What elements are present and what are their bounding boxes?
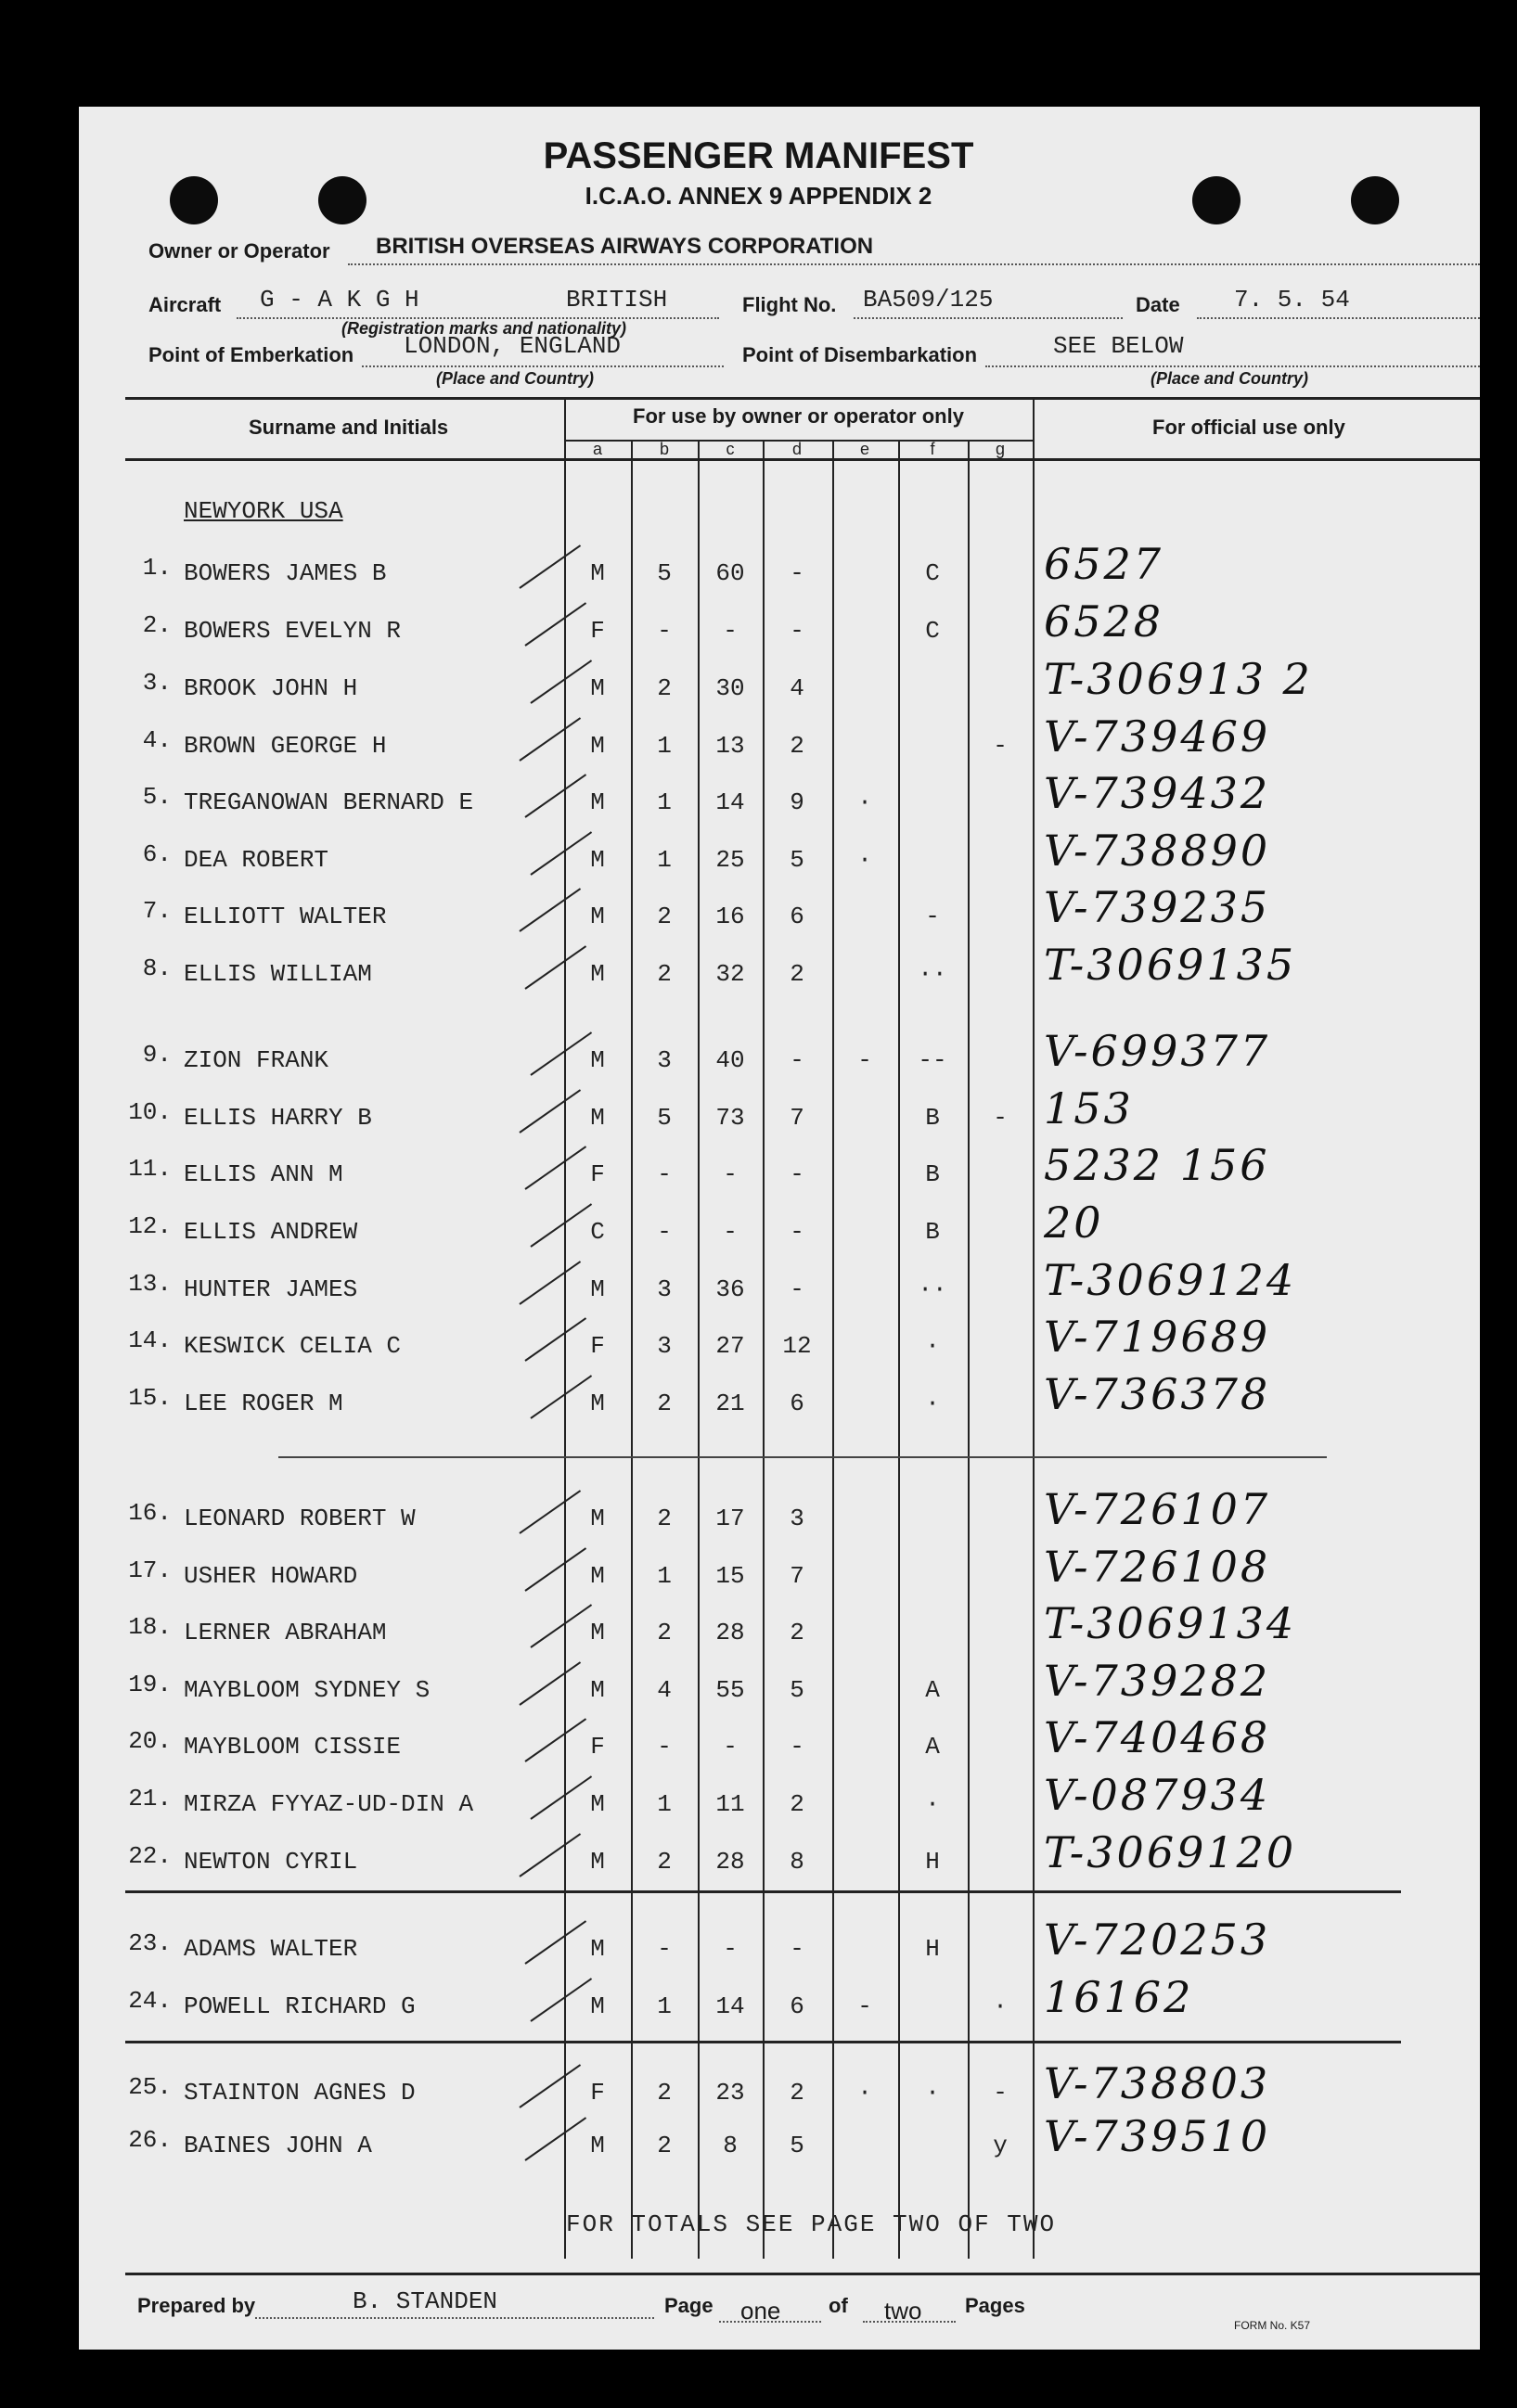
registration-note: (Registration marks and nationality) [341, 319, 627, 338]
flight-dotted-line [854, 317, 1123, 319]
cell-c: 14 [715, 1992, 745, 2020]
disembark-label: Point of Disembarkation [742, 343, 978, 366]
subcol-header-b: b [659, 440, 669, 458]
official-entry: V-739235 [1044, 882, 1271, 932]
prepared-label: Prepared by [137, 2294, 256, 2317]
cell-g: - [993, 1104, 1008, 1132]
cell-e: - [857, 1992, 872, 2020]
cell-f: · [925, 1790, 940, 1818]
row-number: 12. [128, 1212, 172, 1240]
cell-d: - [790, 617, 804, 645]
official-entry: V-739469 [1044, 711, 1271, 762]
cell-g: y [993, 2132, 1008, 2159]
cell-a: M [590, 674, 605, 702]
passenger-name: DEA ROBERT [184, 846, 329, 874]
cell-a: M [590, 1505, 605, 1532]
row-number: 26. [128, 2126, 172, 2154]
official-entry: V-720253 [1044, 1915, 1271, 1965]
cell-d: 2 [790, 2079, 804, 2107]
cell-a: M [590, 732, 605, 760]
cell-a: M [590, 1790, 605, 1818]
owner-label: Owner or Operator [148, 239, 330, 263]
cell-d: 2 [790, 960, 804, 988]
cell-f: C [925, 559, 940, 587]
page-value: one [740, 2297, 781, 2325]
cell-a: F [590, 1733, 605, 1761]
passenger-name: BOWERS EVELYN R [184, 617, 402, 645]
row-number: 15. [128, 1384, 172, 1412]
page-label: Page [664, 2294, 714, 2317]
cell-c: 30 [715, 674, 745, 702]
row-number: 19. [128, 1671, 172, 1698]
passenger-name: STAINTON AGNES D [184, 2079, 416, 2107]
cell-a: F [590, 1160, 605, 1188]
official-entry: 6527 [1044, 539, 1164, 589]
cell-g: - [993, 2079, 1008, 2107]
passenger-name: POWELL RICHARD G [184, 1992, 416, 2020]
cell-a: M [590, 1390, 605, 1417]
subcol-header-f: f [930, 440, 935, 458]
cell-f: -- [918, 1046, 947, 1074]
official-entry: V-738803 [1044, 2058, 1271, 2108]
owner-value: BRITISH OVERSEAS AIRWAYS CORPORATION [376, 234, 874, 259]
cell-f: H [925, 1935, 940, 1963]
passenger-name: ELLIS WILLIAM [184, 960, 372, 988]
cell-b: 5 [657, 559, 672, 587]
cell-c: 27 [715, 1332, 745, 1360]
of-label: of [829, 2294, 848, 2317]
cell-c: 16 [715, 903, 745, 930]
official-entry: V-739432 [1044, 768, 1271, 818]
aircraft-value: G - A K G H [260, 286, 419, 314]
cell-d: 7 [790, 1104, 804, 1132]
cell-c: 14 [715, 788, 745, 816]
row-number: 13. [128, 1270, 172, 1298]
cell-a: M [590, 960, 605, 988]
cell-a: M [590, 788, 605, 816]
cell-c: 32 [715, 960, 745, 988]
cell-c: 23 [715, 2079, 745, 2107]
flight-value: BA509/125 [863, 286, 994, 314]
passenger-name: ELLIS ANN M [184, 1160, 343, 1188]
row-number: 20. [128, 1727, 172, 1755]
row-number: 8. [142, 954, 172, 982]
row-number: 23. [128, 1929, 172, 1957]
cell-b: 2 [657, 674, 672, 702]
cell-a: F [590, 2079, 605, 2107]
passenger-name: KESWICK CELIA C [184, 1332, 402, 1360]
official-entry: V-736378 [1044, 1369, 1271, 1419]
cell-a: M [590, 846, 605, 874]
cell-b: 5 [657, 1104, 672, 1132]
official-entry: 5232 156 [1044, 1140, 1270, 1190]
cell-c: 11 [715, 1790, 745, 1818]
group-separator [125, 1890, 1401, 1893]
official-entry: 16162 [1044, 1972, 1194, 2022]
cell-b: 2 [657, 903, 672, 930]
cell-a: M [590, 1676, 605, 1704]
cell-b: - [657, 1733, 672, 1761]
cell-f: · [925, 1390, 940, 1417]
date-label: Date [1136, 293, 1180, 316]
cell-f: H [925, 1848, 940, 1876]
passenger-name: MAYBLOOM SYDNEY S [184, 1676, 431, 1704]
passenger-name: ELLIS HARRY B [184, 1104, 372, 1132]
official-entry: V-726108 [1044, 1542, 1271, 1592]
cell-b: 3 [657, 1275, 672, 1303]
page-subtitle: I.C.A.O. ANNEX 9 APPENDIX 2 [585, 182, 932, 210]
cell-a: M [590, 1104, 605, 1132]
cell-d: 4 [790, 674, 804, 702]
cell-d: 6 [790, 903, 804, 930]
embark-note: (Place and Country) [436, 369, 595, 388]
col-rule-end [1033, 399, 1035, 2259]
cell-d: - [790, 1935, 804, 1963]
cell-d: 2 [790, 732, 804, 760]
cell-a: C [590, 1218, 605, 1246]
cell-b: - [657, 1160, 672, 1188]
cell-a: M [590, 903, 605, 930]
cell-b: 1 [657, 1992, 672, 2020]
embark-dotted-line [362, 365, 724, 367]
passenger-name: LERNER ABRAHAM [184, 1619, 387, 1646]
of-value: two [884, 2297, 922, 2325]
cell-d: 5 [790, 2132, 804, 2159]
table-top-rule [125, 397, 1480, 400]
cell-c: 40 [715, 1046, 745, 1074]
row-number: 4. [142, 726, 172, 754]
prepared-value: B. STANDEN [353, 2287, 498, 2315]
cell-a: F [590, 617, 605, 645]
cell-d: 3 [790, 1505, 804, 1532]
cell-a: M [590, 1275, 605, 1303]
cell-b: 1 [657, 732, 672, 760]
aircraft-nationality: BRITISH [566, 286, 668, 314]
passenger-name: MAYBLOOM CISSIE [184, 1733, 402, 1761]
row-number: 2. [142, 611, 172, 639]
row-number: 7. [142, 897, 172, 925]
cell-b: - [657, 1218, 672, 1246]
cell-b: 1 [657, 1562, 672, 1590]
cell-e: · [857, 2079, 872, 2107]
cell-c: 13 [715, 732, 745, 760]
col-rule-b [631, 440, 633, 2259]
official-entry: T-3069120 [1044, 1827, 1297, 1877]
passenger-name: BROOK JOHN H [184, 674, 358, 702]
official-entry: T-306913 2 [1044, 654, 1313, 704]
cell-d: - [790, 1275, 804, 1303]
pages-label: Pages [965, 2294, 1025, 2317]
cell-c: 28 [715, 1848, 745, 1876]
cell-b: 2 [657, 1848, 672, 1876]
cell-g: - [993, 732, 1008, 760]
cell-c: 73 [715, 1104, 745, 1132]
col-rule-f [898, 440, 900, 2259]
cell-c: - [723, 617, 738, 645]
row-number: 24. [128, 1987, 172, 2015]
prepared-dotted-line [255, 2317, 654, 2319]
cell-d: - [790, 1733, 804, 1761]
passenger-name: NEWTON CYRIL [184, 1848, 358, 1876]
cell-b: - [657, 617, 672, 645]
official-entry: 153 [1044, 1083, 1134, 1134]
cell-c: 36 [715, 1275, 745, 1303]
row-number: 22. [128, 1842, 172, 1870]
page-title: PASSENGER MANIFEST [543, 135, 974, 176]
row-number: 17. [128, 1556, 172, 1584]
cell-d: - [790, 1160, 804, 1188]
passenger-name: BOWERS JAMES B [184, 559, 387, 587]
cell-d: 2 [790, 1619, 804, 1646]
date-value: 7. 5. 54 [1234, 286, 1350, 314]
col-rule-c [698, 440, 700, 2259]
cell-c: 60 [715, 559, 745, 587]
cell-f: A [925, 1676, 940, 1704]
row-number: 14. [128, 1326, 172, 1354]
subcol-header-g: g [995, 440, 1005, 458]
subcol-header-e: e [859, 440, 869, 458]
disembark-note: (Place and Country) [1151, 369, 1309, 388]
cell-d: 6 [790, 1992, 804, 2020]
passenger-name: BAINES JOHN A [184, 2132, 372, 2159]
col-rule-d [763, 440, 765, 2259]
cell-a: M [590, 1935, 605, 1963]
cell-b: 2 [657, 2079, 672, 2107]
destination-heading: NEWYORK USA [184, 497, 343, 525]
cell-a: F [590, 1332, 605, 1360]
cell-e: - [857, 1046, 872, 1074]
cell-b: 2 [657, 1390, 672, 1417]
passenger-name: LEE ROGER M [184, 1390, 343, 1417]
cell-b: 2 [657, 1619, 672, 1646]
cell-c: - [723, 1935, 738, 1963]
cell-d: 5 [790, 1676, 804, 1704]
official-entry: T-3069135 [1044, 940, 1297, 990]
passenger-name: ELLIS ANDREW [184, 1218, 358, 1246]
row-number: 1. [142, 554, 172, 582]
cell-f: C [925, 617, 940, 645]
cell-d: - [790, 1046, 804, 1074]
row-number: 5. [142, 783, 172, 811]
row-number: 3. [142, 669, 172, 697]
cell-c: 21 [715, 1390, 745, 1417]
cell-b: - [657, 1935, 672, 1963]
flight-label: Flight No. [742, 293, 837, 316]
embark-value: LONDON, ENGLAND [404, 332, 622, 360]
cell-b: 2 [657, 960, 672, 988]
cell-c: 55 [715, 1676, 745, 1704]
group-separator [125, 2041, 1401, 2043]
cell-a: M [590, 1562, 605, 1590]
passenger-name: ADAMS WALTER [184, 1935, 358, 1963]
col-rule-e [832, 440, 834, 2259]
row-number: 11. [128, 1155, 172, 1183]
official-entry: T-3069124 [1044, 1255, 1297, 1305]
totals-note: FOR TOTALS SEE PAGE TWO OF TWO [566, 2210, 1057, 2238]
cell-b: 2 [657, 1505, 672, 1532]
cell-e: · [857, 846, 872, 874]
cell-b: 3 [657, 1046, 672, 1074]
passenger-name: BROWN GEORGE H [184, 732, 387, 760]
cell-c: 8 [723, 2132, 738, 2159]
cell-d: 9 [790, 788, 804, 816]
passenger-name: LEONARD ROBERT W [184, 1505, 416, 1532]
cell-c: - [723, 1160, 738, 1188]
aircraft-label: Aircraft [148, 293, 222, 316]
passenger-name: MIRZA FYYAZ-UD-DIN A [184, 1790, 474, 1818]
disembark-dotted-line [985, 365, 1480, 367]
cell-a: M [590, 1046, 605, 1074]
official-entry: V-087934 [1044, 1770, 1271, 1820]
row-number: 16. [128, 1499, 172, 1527]
cell-c: 25 [715, 846, 745, 874]
cell-b: 2 [657, 2132, 672, 2159]
cell-c: - [723, 1218, 738, 1246]
cell-d: 6 [790, 1390, 804, 1417]
table-bottom-rule [125, 2273, 1480, 2275]
official-entry: V-739282 [1044, 1656, 1271, 1706]
cell-f: A [925, 1733, 940, 1761]
row-number: 18. [128, 1613, 172, 1641]
date-dotted-line [1197, 317, 1480, 319]
aircraft-dotted-line [237, 317, 719, 319]
col-rule-g [968, 440, 970, 2259]
row-number: 21. [128, 1785, 172, 1812]
cell-a: M [590, 1619, 605, 1646]
cell-a: M [590, 1848, 605, 1876]
row-number: 25. [128, 2073, 172, 2101]
cell-c: 15 [715, 1562, 745, 1590]
official-entry: T-3069134 [1044, 1598, 1297, 1648]
cell-b: 3 [657, 1332, 672, 1360]
form-number: FORM No. K57 [1234, 2319, 1311, 2332]
cell-c: - [723, 1733, 738, 1761]
cell-b: 1 [657, 788, 672, 816]
cell-f: ·· [918, 960, 947, 988]
cell-d: 7 [790, 1562, 804, 1590]
cell-f: B [925, 1104, 940, 1132]
passenger-name: ZION FRANK [184, 1046, 329, 1074]
subcol-header-d: d [791, 440, 802, 458]
row-number: 6. [142, 840, 172, 868]
official-entry: V-726107 [1044, 1484, 1271, 1534]
embark-label: Point of Emberkation [148, 343, 354, 366]
row-number: 10. [128, 1098, 172, 1126]
cell-c: 17 [715, 1505, 745, 1532]
subcol-header-c: c [726, 440, 735, 458]
page-dotted-line [719, 2321, 821, 2323]
disembark-value: SEE BELOW [1053, 332, 1184, 360]
cell-f: · [925, 2079, 940, 2107]
cell-d: 12 [782, 1332, 812, 1360]
cell-d: 5 [790, 846, 804, 874]
official-entry: V-738890 [1044, 826, 1271, 876]
cell-b: 1 [657, 846, 672, 874]
cell-d: 2 [790, 1790, 804, 1818]
of-dotted-line [863, 2321, 956, 2323]
official-entry: V-739510 [1044, 2111, 1271, 2161]
official-entry: 20 [1044, 1198, 1104, 1248]
passenger-name: USHER HOWARD [184, 1562, 358, 1590]
cell-g: · [993, 1992, 1008, 2020]
cell-f: B [925, 1160, 940, 1188]
cell-f: B [925, 1218, 940, 1246]
cell-d: - [790, 559, 804, 587]
cell-f: · [925, 1332, 940, 1360]
official-entry: V-740468 [1044, 1712, 1271, 1762]
official-entry: 6528 [1044, 596, 1164, 647]
official-entry: V-699377 [1044, 1026, 1271, 1076]
cell-a: M [590, 2132, 605, 2159]
official-entry: V-719689 [1044, 1312, 1271, 1362]
cell-a: M [590, 559, 605, 587]
col-header-name: Surname and Initials [249, 416, 449, 439]
row-number: 9. [142, 1041, 172, 1069]
passenger-name: ELLIOTT WALTER [184, 903, 387, 930]
cell-d: - [790, 1218, 804, 1246]
cell-a: M [590, 1992, 605, 2020]
cell-b: 4 [657, 1676, 672, 1704]
owner-dotted-line [348, 263, 1480, 265]
group-separator [278, 1456, 1327, 1458]
subcol-header-a: a [592, 440, 602, 458]
passenger-name: HUNTER JAMES [184, 1275, 358, 1303]
cell-f: ·· [918, 1275, 947, 1303]
cell-b: 1 [657, 1790, 672, 1818]
cell-d: 8 [790, 1848, 804, 1876]
col-header-operator: For use by owner or operator only [633, 404, 964, 428]
cell-e: · [857, 788, 872, 816]
passenger-name: TREGANOWAN BERNARD E [184, 788, 474, 816]
col-header-official: For official use only [1152, 416, 1345, 439]
cell-f: - [925, 903, 940, 930]
cell-c: 28 [715, 1619, 745, 1646]
